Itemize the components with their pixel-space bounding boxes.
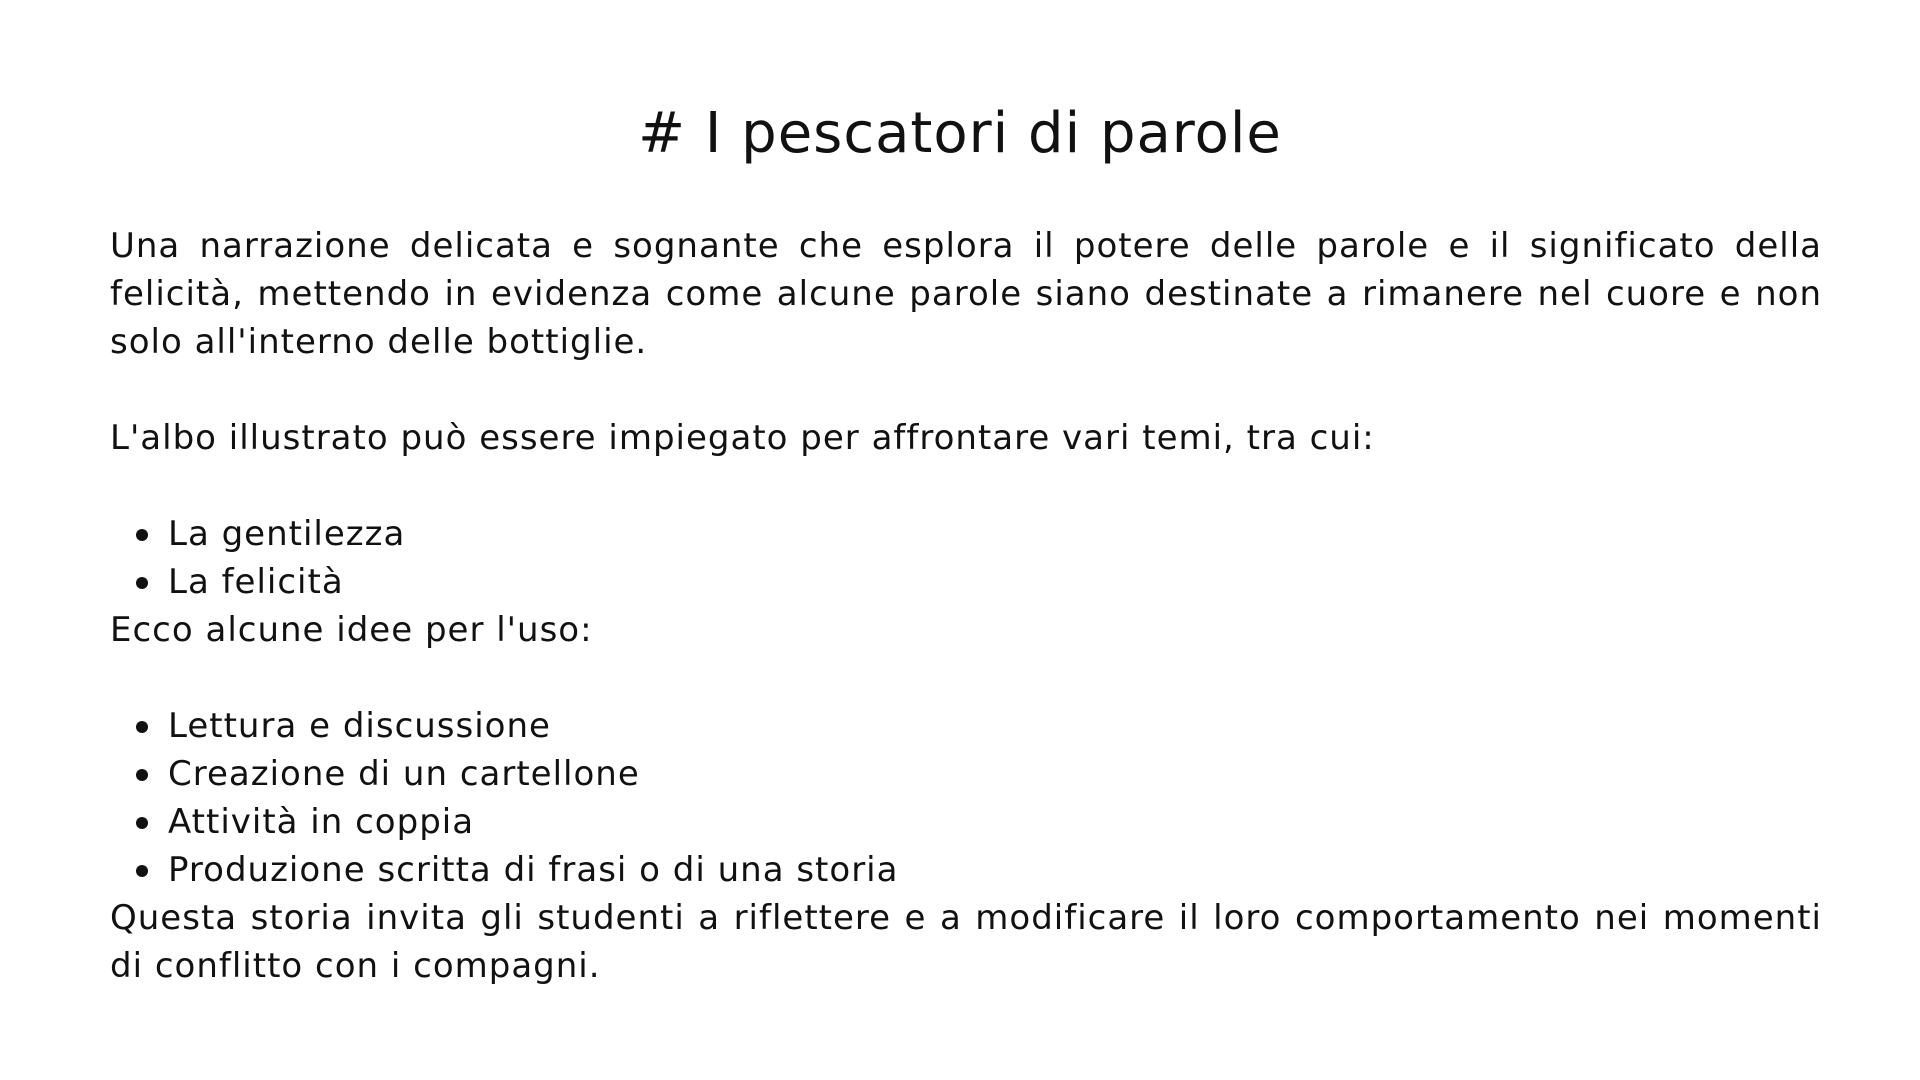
intro-paragraph: Una narrazione delicata e sognante che esplora il potere delle parole e il significato della felicità, mettendo in evidenza come alcune parole siano destinate a rimanere nel cuore e non solo all'interno delle bottiglie. (110, 226, 1822, 362)
idea-text: Produzione scritta di frasi o di una storia (168, 850, 899, 890)
list-item (110, 798, 1822, 846)
ideas-intro: Ecco alcune idee per l'uso: (110, 610, 593, 650)
list-item (110, 750, 1822, 798)
bullet-icon (136, 577, 148, 589)
idea-text: Creazione di un cartellone (168, 754, 640, 794)
list-item (110, 510, 1822, 558)
theme-text: La gentilezza (168, 514, 406, 554)
list-item (110, 558, 1822, 606)
bullet-icon (136, 721, 148, 733)
ideas-list (110, 702, 1822, 894)
bullet-icon (136, 769, 148, 781)
themes-intro: L'albo illustrato può essere impiegato per affrontare vari temi, tra cui: (110, 418, 1375, 458)
slide-body (110, 222, 1822, 990)
spacer (110, 654, 1822, 702)
bullet-icon (136, 817, 148, 829)
spacer (110, 462, 1822, 510)
spacer (110, 366, 1822, 414)
page-title: # I pescatori di parole (638, 101, 1282, 166)
list-item (110, 702, 1822, 750)
idea-text: Lettura e discussione (168, 706, 551, 746)
bullet-icon (136, 529, 148, 541)
theme-text: La felicità (168, 562, 344, 602)
bullet-icon (136, 865, 148, 877)
idea-text: Attività in coppia (168, 802, 475, 842)
list-item (110, 846, 1822, 894)
conclusion-paragraph: Questa storia invita gli studenti a riflettere e a modificare il loro comportamento nei momenti di conflitto con i compagni. (110, 898, 1822, 986)
themes-list (110, 510, 1822, 606)
